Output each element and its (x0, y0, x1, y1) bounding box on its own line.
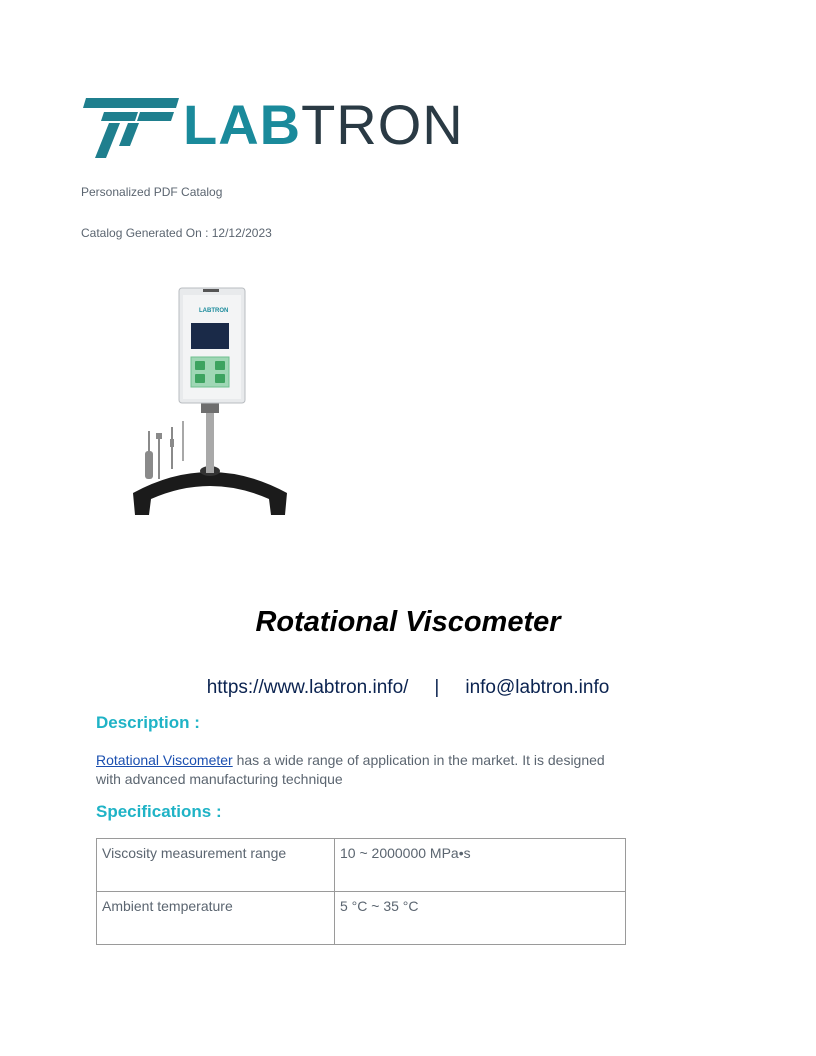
catalog-label: Personalized PDF Catalog (81, 185, 223, 199)
website-link[interactable]: https://www.labtron.info/ (206, 677, 409, 698)
contact-line (0, 677, 816, 699)
brand-logo (82, 93, 464, 162)
device-brand-label: LABTRON (199, 308, 229, 314)
viscometer-illustration (125, 283, 295, 523)
contact-separator: | (434, 677, 440, 698)
email-link[interactable]: info@labtron.info (465, 677, 610, 698)
labtron-logo-icon (82, 96, 180, 162)
brand-name-tron: TRON (301, 93, 464, 156)
table-row (97, 839, 626, 892)
spec-key: Ambient temperature (97, 892, 335, 945)
spec-value: 5 °C ~ 35 °C (335, 892, 626, 945)
product-image (125, 283, 295, 523)
specifications-heading: Specifications : (96, 802, 222, 821)
catalog-generated-date: Catalog Generated On : 12/12/2023 (81, 226, 272, 240)
description-text (96, 751, 626, 789)
brand-name-lab: LAB (183, 93, 302, 156)
description-heading: Description : (96, 713, 200, 732)
description-body: has a wide range of application in the market. It is designed with advanced manufacturing technique (96, 752, 605, 787)
specifications-table (96, 838, 626, 945)
product-link[interactable]: Rotational Viscometer (96, 752, 233, 768)
table-row (97, 892, 626, 945)
spec-value: 10 ~ 2000000 MPa•s (335, 839, 626, 892)
product-title: Rotational Viscometer (255, 606, 561, 638)
brand-wordmark (183, 92, 464, 158)
spec-key: Viscosity measurement range (97, 839, 335, 892)
